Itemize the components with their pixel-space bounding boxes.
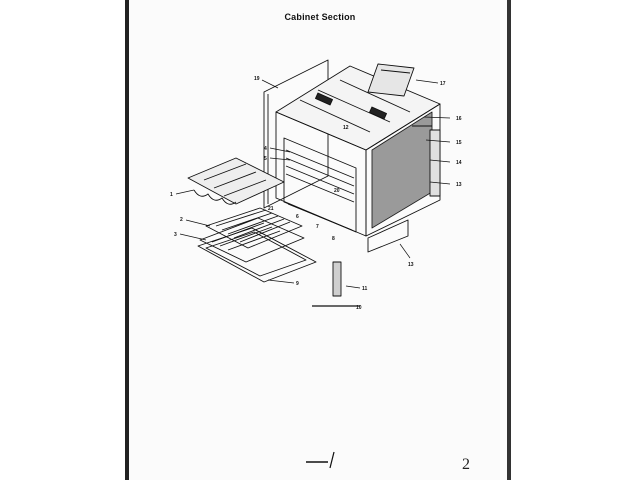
diagram-title: Cabinet Section — [284, 12, 356, 22]
callout-16: 16 — [456, 116, 462, 122]
callout-6: 6 — [296, 214, 299, 220]
oven-racks — [200, 208, 304, 262]
callout-13a: 13 — [456, 182, 462, 188]
callout-17: 17 — [440, 81, 446, 87]
broil-element — [188, 158, 284, 204]
callout-5: 5 — [264, 156, 267, 162]
callout-13: 13 — [408, 262, 414, 268]
callout-9: 9 — [296, 281, 299, 287]
callout-20: 20 — [334, 188, 340, 194]
callout-11: 11 — [362, 286, 368, 292]
callout-21: 21 — [268, 206, 274, 212]
oven-cabinet — [276, 66, 440, 252]
callout-3: 3 — [174, 232, 177, 238]
callout-2: 2 — [180, 217, 183, 223]
scan-artifact — [306, 452, 334, 468]
callout-1: 1 — [170, 192, 173, 198]
callout-10: 10 — [356, 305, 362, 311]
broil-pan — [198, 228, 316, 282]
callout-7: 7 — [316, 224, 319, 230]
bracket — [312, 262, 360, 306]
callout-12: 12 — [343, 125, 349, 131]
page-mark: 2 — [462, 456, 470, 473]
callout-14: 14 — [456, 160, 462, 166]
callout-8: 8 — [332, 236, 335, 242]
callout-15: 15 — [456, 140, 462, 146]
callout-19: 19 — [254, 76, 260, 82]
callout-4: 4 — [264, 146, 267, 152]
